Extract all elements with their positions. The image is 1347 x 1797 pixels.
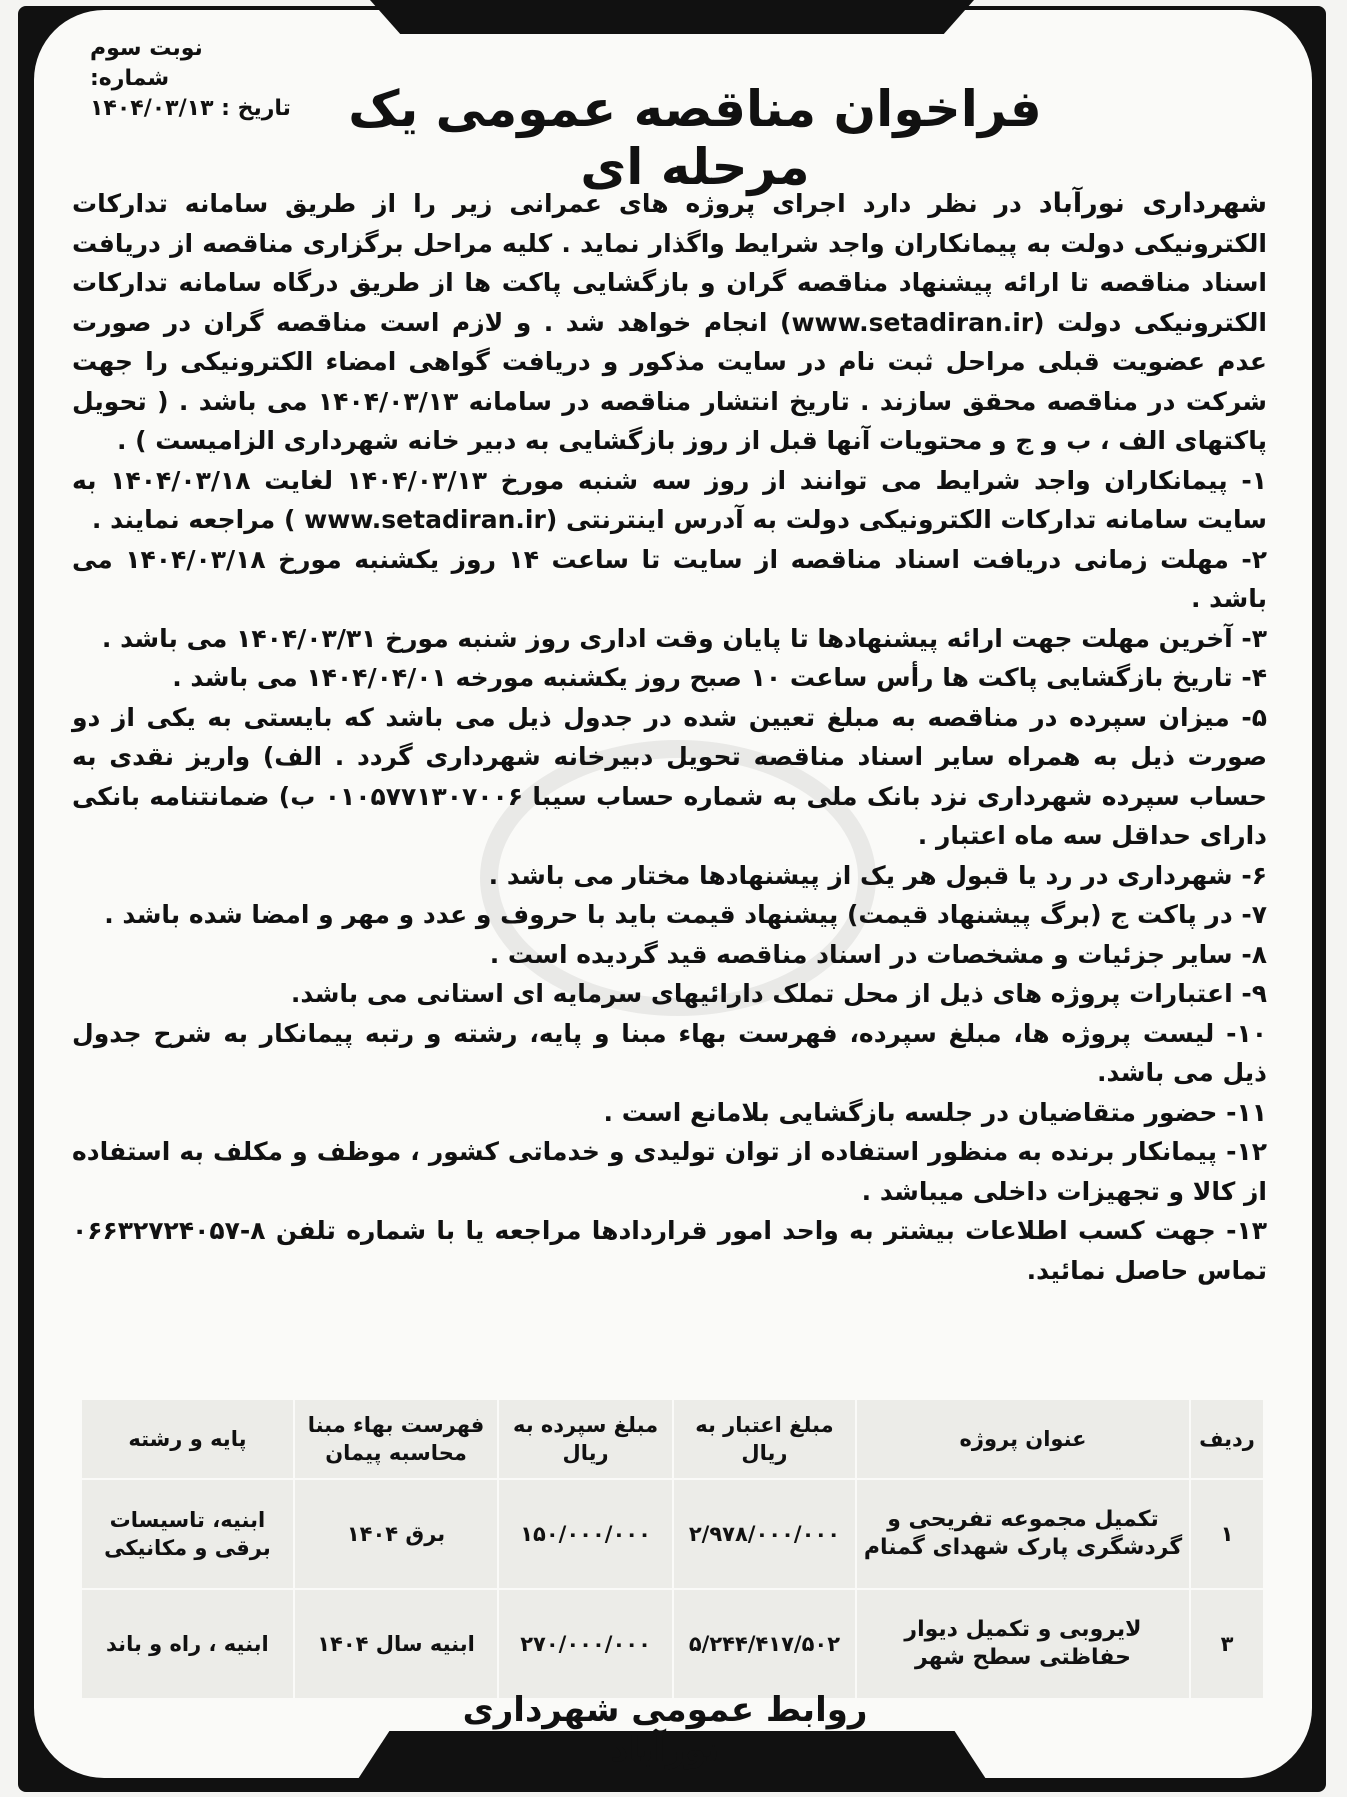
table-row [82, 1480, 1263, 1588]
organization-name: شهرداری نورآباد [1038, 188, 1267, 219]
intro-paragraph [72, 184, 1267, 461]
cell-grade: ابنیه ، راه و باند [82, 1590, 293, 1698]
list-item: ۶- شهرداری در رد یا قبول هر یک از پیشنهادها مختار می باشد . [488, 860, 1267, 890]
list-item: ۸- سایر جزئیات و مشخصات در اسناد مناقصه قید گردیده است . [489, 939, 1267, 969]
cell-credit: ۲/۹۷۸/۰۰۰/۰۰۰ [674, 1480, 855, 1588]
cell-row-number: ۱ [1191, 1480, 1263, 1588]
cell-deposit: ۱۵۰/۰۰۰/۰۰۰ [499, 1480, 672, 1588]
header-credit: مبلغ اعتبار به ریال [674, 1400, 855, 1478]
header-row-number: ردیف [1191, 1400, 1263, 1478]
tender-notice [70, 20, 1275, 1770]
table-header-row [82, 1400, 1263, 1478]
list-item: ۳- آخرین مهلت جهت ارائه پیشنهادها تا پایان وقت اداری روز شنبه مورخ ۱۴۰۴/۰۳/۳۱ می باشد . [101, 623, 1267, 653]
cell-row-number: ۳ [1191, 1590, 1263, 1698]
notice-number: شماره: [90, 66, 170, 91]
list-item: ۱۰- لیست پروژه ها، مبلغ سپرده، فهرست بهاء مبنا و پایه، رشته و رتبه پیمانکار به شرح جدول ذیل می باشد. [72, 1018, 1267, 1087]
notice-date: تاریخ : ۱۴۰۴/۰۳/۱۳ [90, 96, 291, 121]
footer-signature: روابط عمومی شهرداری نورآباد [462, 1690, 868, 1770]
list-item: ۱۱- حضور متقاضیان در جلسه بازگشایی بلامانع است . [603, 1097, 1267, 1127]
cell-credit: ۵/۲۴۴/۴۱۷/۵۰۲ [674, 1590, 855, 1698]
cell-deposit: ۲۷۰/۰۰۰/۰۰۰ [499, 1590, 672, 1698]
list-item: ۲- مهلت زمانی دریافت اسناد مناقصه از سایت تا ساعت ۱۴ روز یکشنبه مورخ ۱۴۰۴/۰۳/۱۸ می باشد . [72, 544, 1267, 613]
list-item: ۱- پیمانکاران واجد شرایط می توانند از روز سه شنبه مورخ ۱۴۰۴/۰۳/۱۳ لغایت ۱۴۰۴/۰۳/۱۸ به سایت سامانه تدارکات الکترونیکی دولت به آدرس اینترنتی (www.setadiran.ir ) مراجعه نمایند . [72, 465, 1267, 534]
list-item: ۴- تاریخ بازگشایی پاکت ها رأس ساعت ۱۰ صبح روز یکشنبه مورخه ۱۴۰۴/۰۴/۰۱ می باشد . [172, 663, 1267, 692]
projects-table [80, 1398, 1265, 1700]
notice-meta [90, 34, 310, 124]
table-row [82, 1590, 1263, 1698]
header-price-list: فهرست بهاء مبنا محاسبه پیمان [295, 1400, 497, 1478]
conditions-list [72, 461, 1267, 1291]
list-item: ۱۳- جهت کسب اطلاعات بیشتر به واحد امور قراردادها مراجعه یا با شماره تلفن ۸-۰۶۶۳۲۷۲۴۰۵۷ تماس حاصل نمائید. [72, 1216, 1267, 1285]
cell-project-title: تکمیل مجموعه تفریحی و گردشگری پارک شهدای گمنام [857, 1480, 1189, 1588]
notice-title: فراخوان مناقصه عمومی یک مرحله ای [348, 80, 1042, 196]
cell-project-title: لایروبی و تکمیل دیوار حفاظتی سطح شهر [857, 1590, 1189, 1698]
cell-price-list: برق ۱۴۰۴ [295, 1480, 497, 1588]
list-item: ۷- در پاکت ج (برگ پیشنهاد قیمت) پیشنهاد قیمت باید با حروف و عدد و مهر و امضا شده باشد . [104, 900, 1267, 929]
publication-round: نوبت سوم [90, 36, 203, 61]
cell-grade: ابنیه، تاسیسات برقی و مکانیکی [82, 1480, 293, 1588]
list-item: ۵- میزان سپرده در مناقصه به مبلغ تعیین شده در جدول ذیل می باشد که بایستی به یکی از دو صورت ذیل به همراه سایر اسناد مناقصه تحویل دبیرخانه شهرداری گردد . الف) واریز نقدی به حساب سپرده شهرداری نزد بانک ملی به شماره حساب سیبا ۰۱۰۵۷۷۱۳۰۷۰۰۶ ب) ضمانتنامه بانکی دارای حداقل سه ماه اعتبار . [72, 702, 1268, 850]
cell-price-list: ابنیه سال ۱۴۰۴ [295, 1590, 497, 1698]
list-item: ۹- اعتبارات پروژه های ذیل از محل تملک دارائیهای سرمایه ای استانی می باشد. [290, 979, 1267, 1008]
list-item: ۱۲- پیمانکار برنده به منظور استفاده از توان تولیدی و خدماتی کشور ، موظف و مکلف به استفاده از کالا و تجهیزات داخلی میباشد . [72, 1137, 1267, 1206]
intro-text: در نظر دارد اجرای پروژه های عمرانی زیر را از طریق سامانه تدارکات الکترونیکی دولت به پیمانکاران واجد شرایط واگذار نماید . کلیه مراحل برگزاری مناقصه از دریافت اسناد مناقصه تا ارائه پیشنهاد مناقصه گران و بازگشایی پاکت ها از طریق درگاه سامانه تدارکات الکترونیکی دولت (www.setadiran.ir) انجام خواهد شد . و لازم است مناقصه گران در صورت عدم عضویت قبلی مراحل ثبت نام در سایت مذکور و دریافت گواهی امضاء الکترونیکی را جهت شرکت در مناقصه محقق سازند . تاریخ انتشار مناقصه در سامانه ۱۴۰۴/۰۳/۱۳ می باشد . ( تحویل پاکتهای الف ، ب و ج و محتویات آنها قبل از روز بازگشایی به دبیر خانه شهرداری الزامیست ) . [72, 189, 1267, 455]
header-deposit: مبلغ سپرده به ریال [499, 1400, 672, 1478]
header-project-title: عنوان پروژه [857, 1400, 1189, 1478]
header-grade: پایه و رشته [82, 1400, 293, 1478]
notice-body [72, 184, 1267, 1290]
